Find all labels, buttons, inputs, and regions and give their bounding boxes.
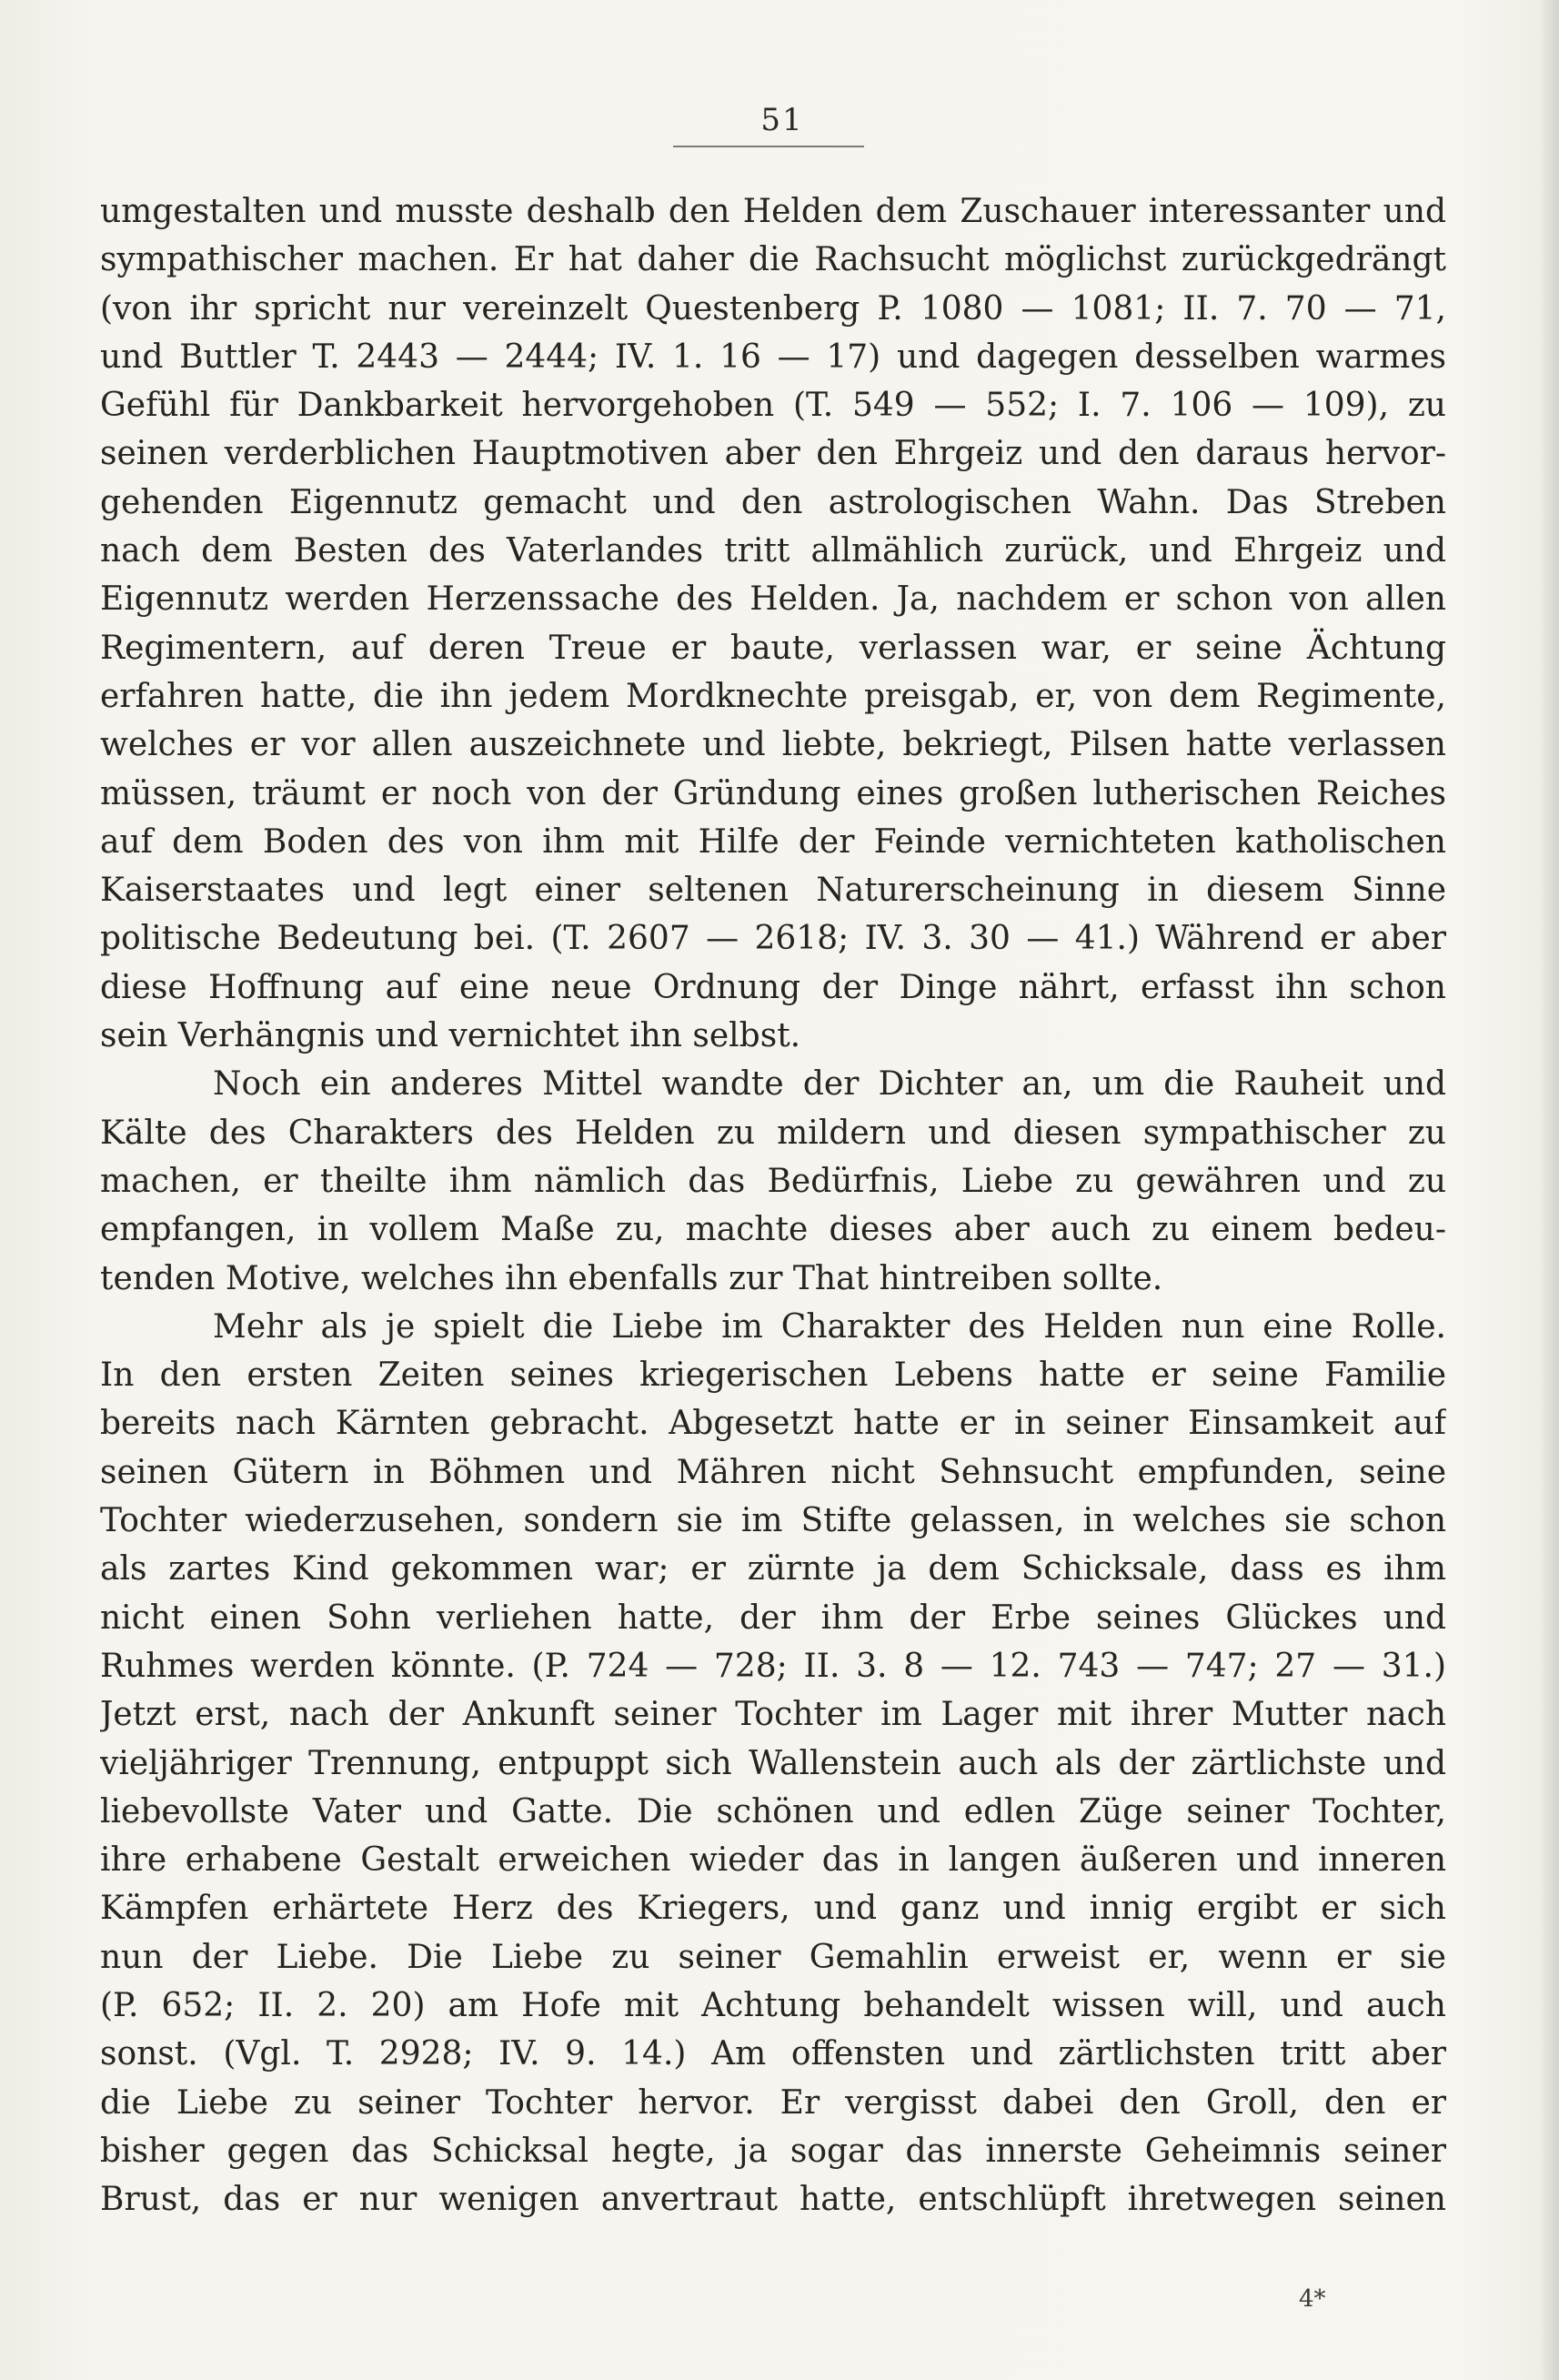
text-line: vieljähriger Trennung, entpuppt sich Wallenstein auch als der zärtlichste und: [100, 1744, 1446, 1782]
text-line: nicht einen Sohn verliehen hatte, der ihm der Erbe seines Glückes und: [100, 1598, 1446, 1637]
text-line: als zartes Kind gekommen war; er zürnte ja dem Schicksale, dass es ihm: [100, 1550, 1446, 1588]
text-line: Regimentern, auf deren Treue er baute, verlassen war, er seine Ächtung: [100, 629, 1446, 667]
text-line: und Buttler T. 2443 — 2444; IV. 1. 16 — 17) und dagegen desselben warmes: [100, 338, 1446, 376]
text-line: sympathischer machen. Er hat daher die Rachsucht möglichst zurückgedrängt: [100, 241, 1446, 279]
text-line: bereits nach Kärnten gebracht. Abgesetzt hatte er in seiner Einsamkeit auf: [100, 1405, 1446, 1443]
body-text: [100, 187, 1446, 2224]
text-line: seinen verderblichen Hauptmotiven aber den Ehrgeiz und den daraus hervor-: [100, 435, 1446, 473]
text-line: diese Hoffnung auf eine neue Ordnung der Dinge nährt, erfasst ihn schon: [100, 968, 1446, 1006]
text-line: Gefühl für Dankbarkeit hervorgehoben (T. 549 — 552; I. 7. 106 — 109), zu: [100, 387, 1446, 425]
text-line: nach dem Besten des Vaterlandes tritt allmählich zurück, und Ehrgeiz und: [100, 532, 1446, 570]
text-line: erfahren hatte, die ihn jedem Mordknechte preisgab, er, von dem Regimente,: [100, 677, 1446, 715]
text-line: tenden Motive, welches ihn ebenfalls zur That hintreiben sollte.: [100, 1259, 1163, 1297]
text-line: seinen Gütern in Böhmen und Mähren nicht Sehnsucht empfunden, seine: [100, 1453, 1446, 1491]
text-line: Brust, das er nur wenigen anvertraut hatte, entschlüpft ihretwegen seinen: [100, 2181, 1446, 2219]
text-line: Noch ein anderes Mittel wandte der Dichter an, um die Rauheit und: [213, 1065, 1446, 1104]
text-line: empfangen, in vollem Maße zu, machte dieses aber auch zu einem bedeu-: [100, 1211, 1446, 1249]
text-line: Kämpfen erhärtete Herz des Kriegers, und ganz und innig ergibt er sich: [100, 1890, 1446, 1928]
text-line: Mehr als je spielt die Liebe im Charakter des Helden nun eine Rolle.: [213, 1307, 1446, 1346]
text-line: gehenden Eigennutz gemacht und den astrologischen Wahn. Das Streben: [100, 483, 1446, 521]
text-line: bisher gegen das Schicksal hegte, ja sogar das innerste Geheimnis seiner: [100, 2132, 1446, 2170]
page-number: 51: [760, 102, 804, 138]
text-line: sein Verhängnis und vernichtet ihn selbst.: [100, 1017, 801, 1055]
text-line: Ruhmes werden könnte. (P. 724 — 728; II. 3. 8 — 12. 743 — 747; 27 — 31.): [100, 1647, 1446, 1685]
text-line: In den ersten Zeiten seines kriegerischen Lebens hatte er seine Familie: [100, 1356, 1446, 1395]
text-line: Tochter wiederzusehen, sondern sie im Stifte gelassen, in welches sie schon: [100, 1502, 1446, 1540]
text-line: Jetzt erst, nach der Ankunft seiner Tochter im Lager mit ihrer Mutter nach: [100, 1696, 1446, 1734]
text-line: sonst. (Vgl. T. 2928; IV. 9. 14.) Am offensten und zärtlichsten tritt aber: [100, 2035, 1446, 2073]
header-rule: [673, 146, 864, 147]
text-line: Eigennutz werden Herzenssache des Helden. Ja, nachdem er schon von allen: [100, 580, 1446, 619]
text-line: müssen, träumt er noch von der Gründung eines großen lutherischen Reiches: [100, 774, 1446, 812]
text-line: auf dem Boden des von ihm mit Hilfe der Feinde vernichteten katholischen: [100, 822, 1446, 861]
text-line: nun der Liebe. Die Liebe zu seiner Gemahlin erweist er, wenn er sie: [100, 1938, 1446, 1976]
text-line: ihre erhabene Gestalt erweichen wieder das in langen äußeren und inneren: [100, 1841, 1446, 1880]
text-line: (P. 652; II. 2. 20) am Hofe mit Achtung behandelt wissen will, und auch: [100, 1986, 1446, 2024]
text-line: politische Bedeutung bei. (T. 2607 — 2618; IV. 3. 30 — 41.) Während er aber: [100, 920, 1446, 958]
text-line: welches er vor allen auszeichnete und liebte, bekriegt, Pilsen hatte verlassen: [100, 726, 1446, 764]
text-line: (von ihr spricht nur vereinzelt Questenberg P. 1080 — 1081; II. 7. 70 — 71,: [100, 289, 1446, 328]
text-line: Kälte des Charakters des Helden zu mildern und diesen sympathischer zu: [100, 1114, 1446, 1152]
text-line: umgestalten und musste deshalb den Helden dem Zuschauer interessanter und: [100, 193, 1446, 230]
text-line: die Liebe zu seiner Tochter hervor. Er vergisst dabei den Groll, den er: [100, 2083, 1446, 2122]
text-line: machen, er theilte ihm nämlich das Bedürfnis, Liebe zu gewähren und zu: [100, 1162, 1446, 1200]
text-line: Kaiserstaates und legt einer seltenen Naturerscheinung in diesem Sinne: [100, 872, 1446, 910]
signature-mark: 4*: [1299, 2285, 1326, 2313]
text-line: liebevollste Vater und Gatte. Die schönen und edlen Züge seiner Tochter,: [100, 1792, 1446, 1830]
page-edge-shadow: [1539, 0, 1559, 2380]
